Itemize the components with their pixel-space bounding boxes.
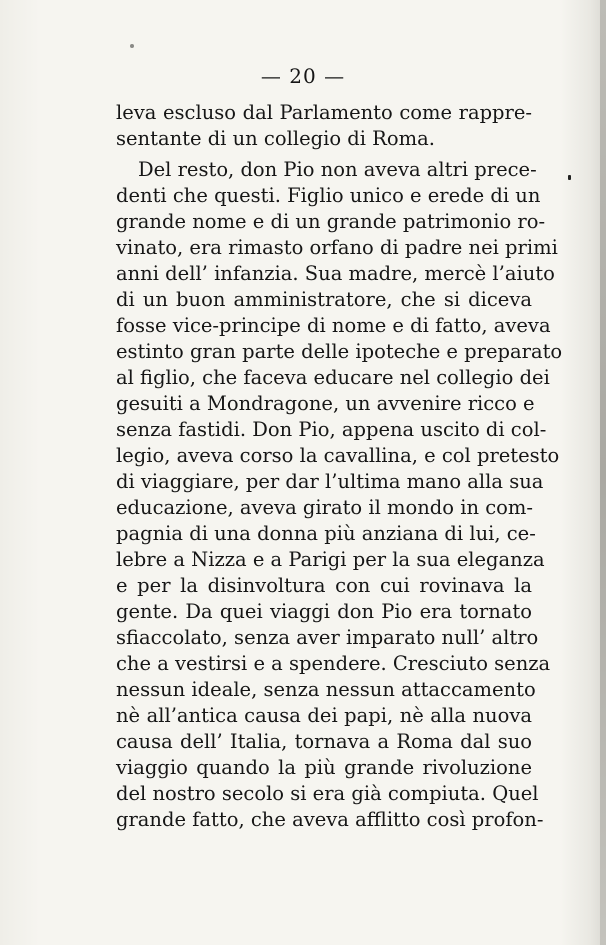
text-line: grande fatto, che aveva afflitto così profon- — [116, 808, 544, 831]
text-line: anni dell’ infanzia. Sua madre, mercè l’aiuto — [116, 262, 555, 285]
ink-mark — [568, 175, 571, 180]
text-line: vinato, era rimasto orfano di padre nei primi — [116, 236, 558, 259]
text-line: leva escluso dal Parlamento come rappre- — [116, 101, 532, 124]
text-line: gente. Da quei viaggi don Pio era tornato — [116, 600, 532, 623]
text-line: pagnia di una donna più anziana di lui, ce- — [116, 522, 536, 545]
text-line: causa dell’ Italia, tornava a Roma dal suo — [116, 730, 532, 753]
text-line: estinto gran parte delle ipoteche e preparato — [116, 340, 563, 363]
text-line: sentante di un collegio di Roma. — [116, 127, 435, 150]
text-line: nè all’antica causa dei papi, nè alla nuova — [116, 704, 532, 727]
text-line: educazione, aveva girato il mondo in com- — [116, 496, 533, 519]
text-line: e per la disinvoltura con cui rovinava la — [116, 574, 532, 597]
text-line: fosse vice-principe di nome e di fatto, aveva — [116, 314, 551, 337]
text-line: senza fastidi. Don Pio, appena uscito di col- — [116, 418, 547, 441]
text-line: del nostro secolo si era già compiuta. Quel — [116, 782, 539, 805]
text-line: Del resto, don Pio non aveva altri prece- — [138, 158, 537, 181]
text-line: denti che questi. Figlio unico e erede di un — [116, 184, 541, 207]
page-number: — 20 — — [260, 64, 346, 88]
text-line: lebre a Nizza e a Parigi per la sua eleganza — [116, 548, 545, 571]
text-line: di viaggiare, per dar l’ultima mano alla sua — [116, 470, 544, 493]
text-line: nessun ideale, senza nessun attaccamento — [116, 678, 536, 701]
ink-speck — [130, 44, 134, 48]
text-line: viaggio quando la più grande rivoluzione — [116, 756, 532, 779]
text-line: di un buon amministratore, che si diceva — [116, 288, 532, 311]
text-line: grande nome e di un grande patrimonio ro- — [116, 210, 546, 233]
text-line: sfiaccolato, senza aver imparato null’ altro — [116, 626, 539, 649]
text-line: gesuiti a Mondragone, un avvenire ricco e — [116, 392, 535, 415]
text-line: che a vestirsi e a spendere. Cresciuto senza — [116, 652, 551, 675]
text-line: legio, aveva corso la cavallina, e col pretesto — [116, 444, 560, 467]
text-line: al figlio, che faceva educare nel collegio dei — [116, 366, 550, 389]
page-edge-shadow — [600, 0, 606, 945]
